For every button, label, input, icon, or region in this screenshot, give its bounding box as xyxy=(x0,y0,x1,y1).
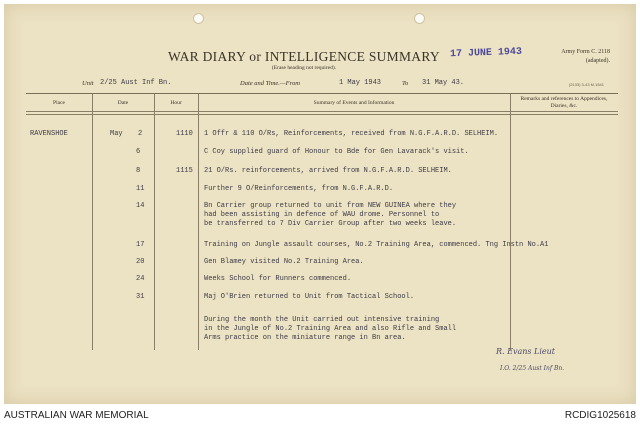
col-header-remarks: Remarks and references to Appendices, Diaries, &c. xyxy=(520,96,608,109)
form-print-code: (2133) 3-43 M.1541 xyxy=(568,82,604,87)
entry-summary-line: Gen Blamey visited No.2 Training Area. xyxy=(204,258,364,266)
header-rule xyxy=(26,114,618,115)
entry-day: 14 xyxy=(136,202,145,210)
received-date-stamp: 17 JUNE 1943 xyxy=(449,46,523,61)
page-title: WAR DIARY or INTELLIGENCE SUMMARY xyxy=(168,49,440,64)
entry-summary-line: C Coy supplied guard of Honour to Bde for Gen Lavarack's visit. xyxy=(204,148,469,156)
entry-summary-line: Arms practice on the miniature range in Bn area. xyxy=(204,334,406,342)
col-header-summary: Summary of Events and Information xyxy=(313,100,395,106)
entry-summary-line: Weeks School for Runners commenced. xyxy=(204,275,352,283)
entry-summary-line: be transferred to 7 Div Carrier Group after two weeks leave. xyxy=(204,220,457,228)
column-divider xyxy=(92,94,93,350)
entry-summary-line: Bn Carrier group returned to unit from NEW GUINEA where they xyxy=(204,202,457,210)
entry-summary-line: had been assisting in defence of WAU drome. Personnel to xyxy=(204,211,440,219)
dates-label: Date and Time.—From xyxy=(240,80,300,87)
entry-day: 11 xyxy=(136,185,145,193)
adapted-note: (adapted). xyxy=(585,58,610,64)
entry-summary-line: 1 Offr & 110 O/Rs, Reinforcements, received from N.G.F.A.R.D. SELHEIM. xyxy=(204,130,499,138)
diary-table xyxy=(26,93,618,350)
footer-institution: AUSTRALIAN WAR MEMORIAL xyxy=(4,410,149,421)
army-form-number: Army Form C. 2118 xyxy=(561,49,610,55)
date-to: 31 May 43. xyxy=(422,79,465,87)
entry-day: 24 xyxy=(136,275,145,283)
entry-day: 17 xyxy=(136,241,145,249)
footer-record-id: RCDIG1025618 xyxy=(564,410,636,421)
entry-month: May xyxy=(110,130,123,138)
punch-hole xyxy=(193,13,204,24)
entry-day: 8 xyxy=(136,167,141,175)
column-divider xyxy=(154,94,155,350)
entry-summary-line: Further 9 O/Reinforcements, from N.G.F.A.R.D. xyxy=(204,185,394,193)
entry-summary-line: Maj O'Brien returned to Unit from Tactical School. xyxy=(204,293,415,301)
unit-label: Unit xyxy=(82,80,94,87)
col-header-date: Date xyxy=(117,100,129,106)
entry-summary-line: in the Jungle of No.2 Training Area and also Rifle and Small xyxy=(204,325,457,333)
punch-hole xyxy=(414,13,425,24)
signature-title: I.O. 2/25 Aust Inf Bn. xyxy=(500,365,565,372)
entry-summary-line: During the month the Unit carried out intensive training xyxy=(204,316,440,324)
entry-day: 2 xyxy=(138,130,143,138)
signature: R. Evans Lieut xyxy=(496,347,556,356)
army-form-label xyxy=(561,48,610,66)
entry-hour: 1115 xyxy=(176,167,193,175)
col-header-place: Place xyxy=(53,100,65,106)
column-divider xyxy=(510,94,511,350)
page-subtitle: (Erase heading not required). xyxy=(271,65,337,71)
entry-place: RAVENSHOE xyxy=(30,130,68,138)
col-header-hour: Hour xyxy=(170,100,182,106)
entry-summary-line: Training on Jungle assault courses, No.2 Training Area, commenced. Tng Instn No.A1 xyxy=(204,241,549,249)
date-from: 1 May 1943 xyxy=(339,79,382,87)
entry-hour: 1110 xyxy=(176,130,193,138)
to-label: To xyxy=(402,80,409,87)
entry-day: 31 xyxy=(136,293,145,301)
war-diary-page xyxy=(4,4,636,404)
entry-day: 20 xyxy=(136,258,145,266)
entry-summary-line: 21 O/Rs. reinforcements, arrived from N.G.F.A.R.D. SELHEIM. xyxy=(204,167,452,175)
column-divider xyxy=(198,94,199,350)
unit-value: 2/25 Aust Inf Bn. xyxy=(100,79,172,87)
header-rule xyxy=(26,111,618,112)
entry-day: 6 xyxy=(136,148,141,156)
